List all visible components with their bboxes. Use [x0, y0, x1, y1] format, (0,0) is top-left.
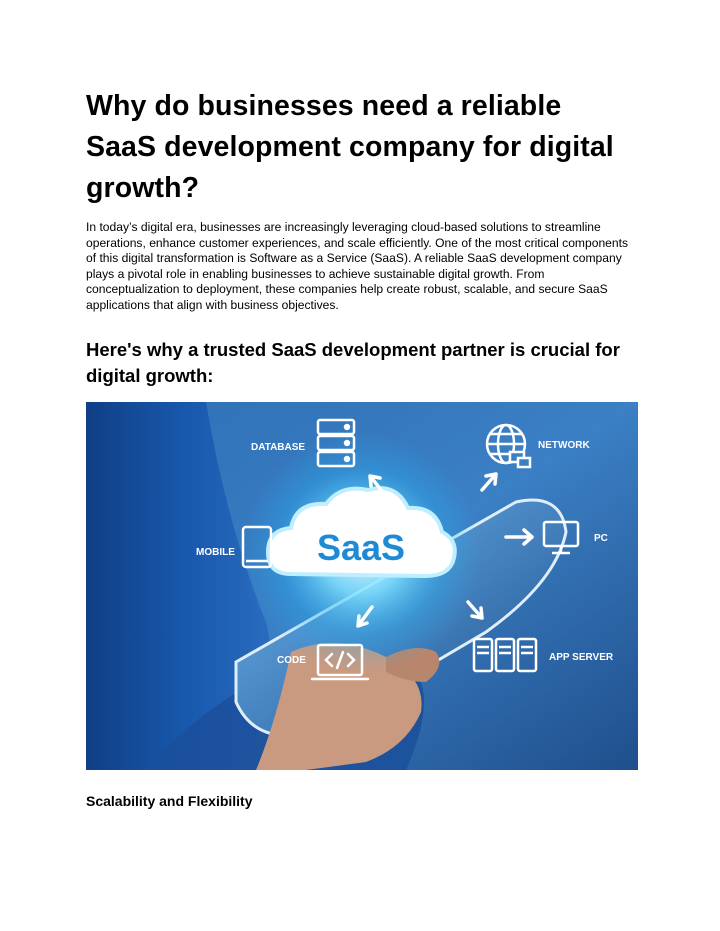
page-title: Why do businesses need a reliable SaaS development company for digital growth? [86, 90, 614, 204]
subsection-heading: Scalability and Flexibility [86, 793, 253, 809]
saas-center-label: SaaS [316, 527, 406, 568]
section-heading: Here's why a trusted SaaS development partner is crucial for digital growth: [86, 339, 620, 386]
intro-paragraph: In today’s digital era, businesses are increasingly leveraging cloud-based solutions to streamline operations, enhance customer experiences, and scale efficiently. One of the most critical components of this digital transformation is Software as a Service (SaaS). A reliable SaaS development company plays a pivotal role in enabling businesses to achieve sustainable digital growth. From conceptualization to deployment, these companies help create robust, scalable, and secure SaaS applications that align with business objectives. [86, 220, 629, 312]
pc-label: PC [594, 533, 608, 544]
database-label: DATABASE [251, 442, 306, 453]
saas-illustration [86, 402, 638, 770]
saas-diagram [86, 402, 638, 770]
code-label: CODE [277, 655, 306, 666]
network-label: NETWORK [538, 440, 590, 451]
mobile-label: MOBILE [196, 547, 235, 558]
app-server-label: APP SERVER [549, 652, 614, 663]
